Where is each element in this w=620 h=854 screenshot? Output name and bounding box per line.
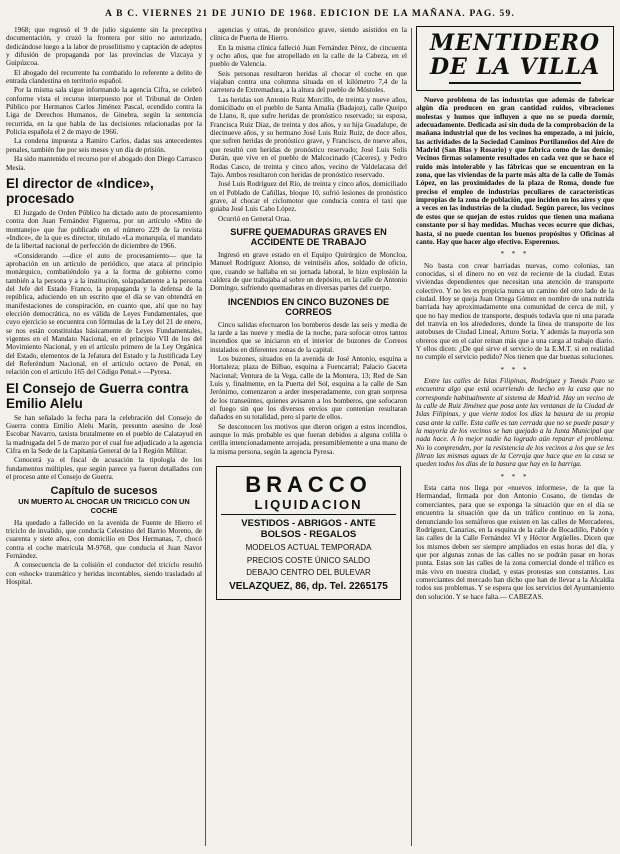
paragraph: Se han señalado la fecha para la celebración del Consejo de Guerra contra Emilio Alelu Marín, presunto asesino de José Escobar Navarro, taxista brutalmente en el pueblo de Calatayud en la madrugada del 5 de marzo por el cual fue adjudicado a la agencia Cifra en la Sede de la Capitanía General de la I Región Militar. <box>6 413 202 456</box>
ad-liquidacion: LIQUIDACION <box>221 497 396 515</box>
headline-incendios: INCENDIOS EN CINCO BUZONES DE CORREOS <box>227 296 390 318</box>
col1-article-indice <box>6 209 202 377</box>
col1-intro <box>6 26 202 172</box>
column-1 <box>6 26 202 852</box>
paragraph: Por la misma sala sigue informando la agencia Cifra, se celebró conforme vista el recurso interpuesto por el Tribunal de Orden Público por Hermanos Carlos Jiménez Pascal, ecendido contra la Liga de Derechos Humanos, de Ginebra, según la sentencia recurrida, en la que habla de las decisiones relacionadas por la Policía española el 2 de mayo de 1966. <box>6 86 202 137</box>
col2-article-quemaduras <box>210 251 407 293</box>
paragraph: Las heridas son Antonio Ruiz Morcillo, de treinta y nueve años, domiciliado en el pueblo de Santa Amalia (Badajoz), calle Queipo de Llano, 8, que sufre heridas de pronóstico reservado; su esposa, Francisca Ruiz Díaz, de treinta y dos años, y su hija Guadalupe, de diecinueve años, y su hermano José Luis Ruiz Ruiz, de doce años, que sufren heridas de pronóstico grave, y Francisco, de nueve años, que resultó con heridas de pronóstico reservado; José Luis Solís Durán, que vive en el pueblo de Malcocinado (Cáceres), y Pedro Rodas Casco, de treinta y cinco años, vecino de Valdelacasa del Tajo. Ambos resultaron con heridas de pronóstico reservado. <box>210 95 407 179</box>
paragraph: No basta con crear barriadas nuevas, como colonias, tan conocidas, si el dinero no en vez de reciente de la ciudad. Estas viviendas dependientes que necesitan una atención de transporte colectivo. Y no les es propicia nunca un camino del otro lado de la ciudad. Hoy se queja Juan Ortega Gómez en nombre de una nutrida barriada hay aproximadamente una comunidad de cerca de mil, y que no hay medios de transporte, después todavía que ni una parada del tranvía en los alrededores, donde la línea de transporte de los autobuses de Ciudad Lineal, Arturo Soria. Y además la mayoría son obreros que en el calor reinan más que a una carga al trabajo diario. Y ellos dicen: ¿De qué sirve el servicio de la E.M.T. si en realidad no cumple el servicio pedido? Nos tienen que dar buenas soluciones. <box>416 261 614 362</box>
column-rule <box>411 28 412 846</box>
masthead-underline <box>449 82 581 84</box>
paragraph: Esta carta nos llega por «nuevos informes», de la que la Hermandad, firmada por don Antonio Cosano, de tiendas de comerciantes, para que se exponga la situación que en el día se encuentra la situación que da un tráfico continuo en la zona, denunciando los semáforos que existen en las calles de Mercaderes, Rodríguez, Canarias, en la esquina de la calle de Bocadillo, Pabón y las calles de la Calle Fernández VI y Héctor Argüelles. Dicen que los mismos deben ser siempre ampliados en estas horas del día, y que por algunas zonas de las calles no se podrán pasar en horas punta. Estas son las calles de la zona comercial donde el tráfico es más vivo en nuestra ciudad, y estas protestas son constantes. Los comerciantes del mercado han dicho que han de llevar a la Alcaldía todos sus problemas. Y se espera que los servicios del Ayuntamiento den solución. Y se hace falta.— CABEZAS. <box>416 484 614 601</box>
col2-article-incendios <box>210 321 407 457</box>
headline-consejo-guerra: El Consejo de Guerra contra Emilio Alelu <box>6 380 189 411</box>
paragraph: Entre las calles de Islas Filipinas, Rodríguez y Tomás Pozo se encuentra algo que está ocurriendo de hecho en la casa que no corresponde habitualmente al sistema de Madrid. Hay un vecino de la calle de Ruiz Jiménez que posa ante las ventanas de la Ciudad de Islas Filipinas, y que vierte todos los días la basura de su propia casa ante la calle. Esta calle es tan cerrada que no se puede pasar y la mayoría de los vecinos se han quejado a la Junta Municipal que nada hace. A lo mejor nadie ha logrado aún reparar el problema. No lo comprenden, por la resistencia de los vecinos a los que se les filtran las mismas aguas de la Cerraja que hace que en la casa se queden todos los días de la basura que hay en la barriga. <box>416 377 614 469</box>
paragraph: Cinco salidas efectuaron los bomberos desde las seis y media de la tarde a las nueve y media de la noche, para sofocar otros tantos incendios que se iniciaron en el interior de buzones de Correos instalados en diferentes zonas de la capital. <box>210 320 407 354</box>
column-rule <box>205 28 206 846</box>
col2-intro <box>210 26 407 223</box>
ad-modelos-3: DEBAJO CENTRO DEL BULEVAR <box>246 568 371 578</box>
paragraph: Ha sido mantenido el recurso por el abogado don Diego Carrasco Mesía. <box>6 155 202 172</box>
masthead-line-1: MENTIDERO <box>429 30 601 56</box>
paragraph: La condena impuesta a Ramiro Carlos, dadas sus antecedentes penales, también fue por seis meses y un día de prisión. <box>6 137 202 154</box>
paragraph: «Considerando —dice el auto de procesamiento— que la aprobación en un artículo de periódico, que ataca al principio monárquico, combatiéndolo ya a la forma de gobierno como también a la persona y a la institución, solapadamente a la persona del Jefe del Estado Franco, la propaganda y la defensa de la república, aduciendo en un escrito que el día se van obtendrá en manifestaciones de conspiración, en cuanto que, ahí que no hay elección democrática, no es válida de Leyes Fundamentales, que cuyo ejercicio se encuentra con fórmulas de la Ley del 21 de enero, se nos están constituidas básicamente de Leyes Fundamentales, vigentes en el Mandato Nacional, en el principio VII de los del Movimiento Nacional, y en el artículo primero de la Ley Orgánica del Estado, elementos de la Jefatura del Estado y la Justificada Ley del Referéndum Nacional, en el artículo octavo de Penal, en relación con el artículo 165 del Código Penal.» —Pyresa. <box>6 251 202 377</box>
paragraph: Ingresó en grave estado en el Equipo Quirúrgico de Moncloa, Manuel Rodríguez Alonso, de veintiséis años, soldado de oficio, que, cuando se hallaba en su jornada laboral, le hizo explosión la caldera de que trabajaba al sobre un depósito, en la calle de Antonio Domingo, sufriendo quemaduras en diversas partes del cuerpo. <box>210 250 407 293</box>
paragraph: A consecuencia de la colisión el conductor del triciclo resultó con «shock» traumático y heridas incontables, siendo trasladado al Hospital. <box>6 561 202 587</box>
col1-article-consejo <box>6 414 202 482</box>
masthead-line-2: DE LA VILLA <box>429 54 601 80</box>
col3-item-filipinas <box>416 377 614 469</box>
paragraph: Los buzones, situados en la avenida de José Antonio, esquina a Hortaleza; plaza de Bilbao, esquina a Fuencarral; Palacio Gaceta Nacional; Ventura de la Vega, calle de la Montera, 13; Red de San Luis y, finalmente, en la Puerta del Sol, esquina a la calle de San Jerónimo, comenzaron a arder inesperadamente, con gran sorpresa de los transeúntes, quienes avisaron a los bomberos, que sofocaron el fuego sin que los diversos envíos que contenían resultaran dañados en su totalidad, pero sí parte de ellos. <box>210 355 407 422</box>
paragraph: El abogado del recurrente ha combatido lo referente a delito de entrada clandestina en territorio español. <box>6 68 202 86</box>
col1-article-sucesos <box>6 519 202 587</box>
ad-modelos-1: MODELOS ACTUAL TEMPORADA <box>245 543 372 553</box>
ad-items-1: VESTIDOS - ABRIGOS - ANTE <box>241 518 376 530</box>
headline-quemaduras: SUFRE QUEMADURAS GRAVES EN ACCIDENTE DE TRABAJO <box>230 226 387 248</box>
paragraph: Se desconocen los motivos que dieron origen a estos incendios, aunque lo más probable es que fueran debidos a alguna colilla o cerilla intencionadamente arrojada, presumiblemente a una mano de la misma persona, según la agencia Pyresa. <box>210 422 407 456</box>
ad-modelos-2: PRECIOS COSTE ÚNICO SALDO <box>246 555 371 565</box>
mentidero-lead: Nuevo problema de las industrias que además de fabricar algún día producen en gran cantidad ruidos, vibraciones molestas y humos que influyen a que no se pueda dormir, adecuadamente. Dedicada así sin duda de la comprobación de la mañana industrial que de los vecinos ha empezado, a mi juicio, las actividades de la Sociedad Caminos Portilaneños del Aire de Madrid (San Blas y Rosario) y que fabrica como de las demás; Vecinos firmas solamente resultados en cada vez que se hace el ruido más intolerable y las fábricas que se encuentran en la zona, que las viviendas de la parte más alta de la calle de Tomás López, en las proximidades de la plaza de Roma, donde fue preciso el empleo de industrias peculiares de características impropias de la zona de población, que inciden en los aires y que a veces en las industrias de la ciudad. Según parece, los vecinos de estos que se quejan de estos ruidos que tienen una mañana constante por si hay medidas. Muchas veces ocurre que dichas, hasta, si no puede cuentan los buenos propósitos y Oficinas al canto. Hay que hacer algo efectivo. Esperemos. <box>416 96 614 246</box>
paragraph: El Juzgado de Orden Público ha dictado auto de procesamiento contra don Juan Fernández Figueroa, por un artículo «Mito de montanejo» que fue publicado en el número 229 de la revista «Indice», de la que es director, titulado «La monarquía, el mandato de la libertad nacional de perfección de diciembre de 1966. <box>6 208 202 251</box>
paragraph: Ocurrió en General Oraa. <box>218 214 292 223</box>
paragraph: Seis personas resultaron heridas al chocar el coche en que viajaban contra una columna situada en el kilómetro 7,4 de la carretera de Extremadura, a la altura del pueblo de Móstoles. <box>210 69 407 95</box>
column-2 <box>210 26 407 852</box>
headline-sucesos: Capítulo de sucesos <box>50 485 158 498</box>
section-separator: * * * <box>500 250 530 259</box>
ad-address: VELAZQUEZ, 86, dp. Tel. 2265175 <box>229 580 388 592</box>
col3-item-semaforos <box>416 484 614 601</box>
subheadline-triciclo: UN MUERTO AL CHOCAR UN TRICICLO CON UN COCHE <box>18 497 190 516</box>
paragraph: 1968; que regresó el 9 de julio siguiente sin la preceptiva documentación, y cruzó la frontera por sitio no autorizado, dedicándose luego a la labor de proselitismo y captación de adeptos y difusión de propaganda por las provincias de Vizcaya y Guipúzcoa. <box>6 26 202 68</box>
ad-brand: BRACCO <box>245 472 372 498</box>
ad-items-2: BOLSOS - REGALOS <box>260 529 357 541</box>
paragraph: agencias y otras, de pronóstico grave, siendo asistidos en la clínica de Puerta de Hierro. <box>210 26 407 43</box>
section-separator: * * * <box>500 365 530 374</box>
paragraph: Ha quedado a fallecido en la avenida de Fuente de Hierro el triciclo de invalido, que conducía Celestino del Barrio Moreno, de cuarenta y siete años, con domicilio en Dos Hermanas, 7, chocó contra el coche matrícula M-9768, que conducía el Juan Navor Fernández. <box>6 518 202 561</box>
paragraph: En la misma clínica falleció Juan Fernández Pérez, de cincuenta y ocho años, que fue atropellado en la calle de la Cabeza, en el pueblo de Valencia. <box>210 43 407 69</box>
page-header: A B C. VIERNES 21 DE JUNIO DE 1968. EDICION DE LA MAÑANA. PAG. 59. <box>104 9 516 19</box>
paragraph: José Luis Rodríguez del Río, de treinta y cinco años, domiciliado en el Poblado de Cañillas, bloque 10, sufrió lesiones de pronóstico grave, al chocar el ciclomotor que conducía contra el taxi que guiaba José Luis Cabo López. <box>210 180 407 214</box>
section-separator: * * * <box>500 472 530 481</box>
paragraph: Conocerá ya el fiscal de acusación la tipología de los fundamentos múltiples, que según parece ya fueron detallados con el proceso ante el Consejo de Guerra. <box>6 456 202 482</box>
bracco-advertisement <box>216 466 401 600</box>
mentidero-masthead <box>416 26 614 91</box>
col3-item-barriadas <box>416 262 614 362</box>
headline-indice: El director de «Indice», procesado <box>6 175 154 206</box>
column-3 <box>416 26 614 852</box>
